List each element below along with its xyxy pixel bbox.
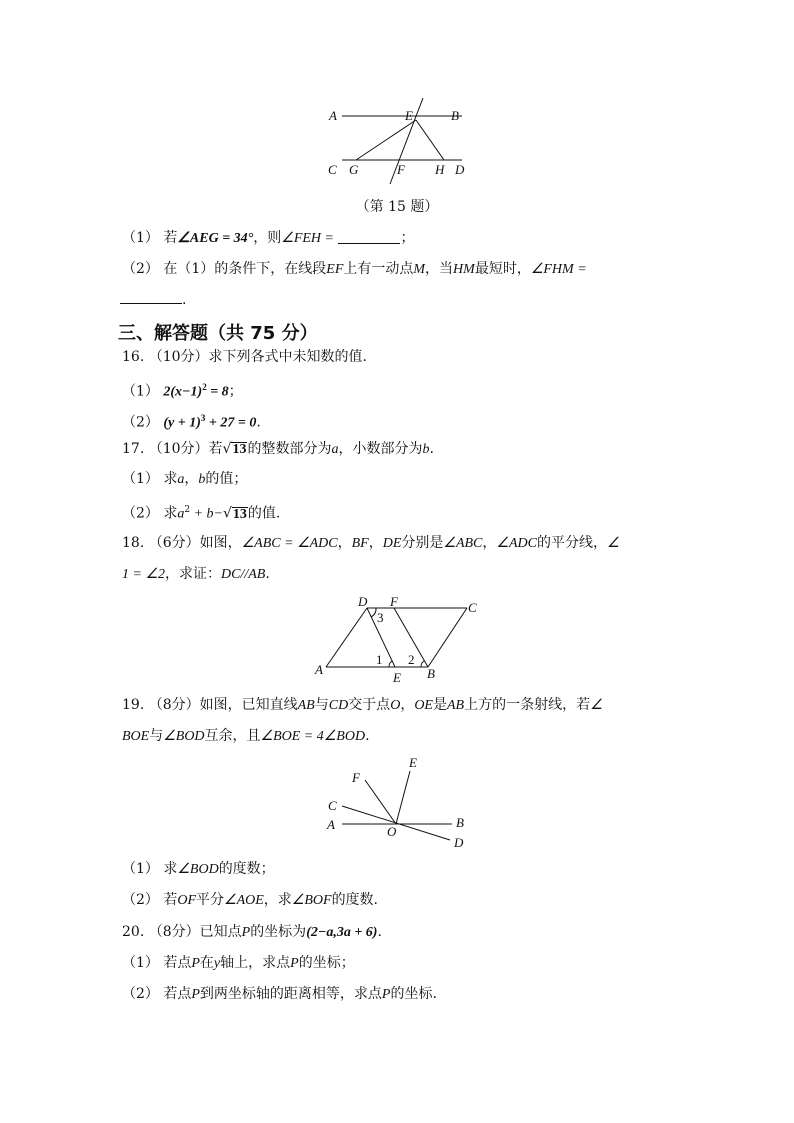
- q18-stem-line2: 1 = ∠2，求证：DC//AB.: [122, 566, 270, 582]
- segment-ad: [326, 608, 367, 667]
- angle-mark-2: [421, 661, 424, 667]
- label-d: D: [455, 162, 465, 177]
- segment-bc: [428, 608, 467, 667]
- label-2: 2: [408, 652, 415, 667]
- label-b: B: [451, 108, 459, 123]
- label-a: A: [315, 662, 323, 677]
- sqrt-symbol: √: [222, 441, 232, 457]
- segment-eh: [416, 120, 444, 160]
- label-c: C: [328, 162, 337, 177]
- figure-caption-q15: （第 15 题）: [355, 199, 439, 215]
- q15-part2-continued: .: [120, 289, 186, 310]
- label-o: O: [387, 824, 397, 839]
- label-a: A: [329, 108, 337, 123]
- answer-blank[interactable]: [120, 289, 182, 304]
- ray-oe: [396, 771, 410, 824]
- label-1: 1: [376, 652, 383, 667]
- label-e: E: [409, 755, 417, 770]
- figure-q15: [320, 92, 480, 192]
- q16-part2: （2） $(y + 1)^3 + 27 = 0$.: [122, 413, 261, 431]
- q16-part1: （1） $2(x-1)^2 = 8$；: [122, 382, 243, 400]
- label-h: H: [435, 162, 445, 177]
- q19-part1: （1） 求∠BOD的度数；: [122, 861, 275, 877]
- label-c: C: [468, 600, 477, 615]
- figure-q18: [310, 592, 490, 686]
- label-d: D: [358, 594, 368, 609]
- label-f: F: [352, 770, 360, 785]
- q20-part2: （2） 若点P到两坐标轴的距离相等，求点P的坐标.: [122, 986, 437, 1002]
- label-f: F: [390, 594, 398, 609]
- label-d: D: [454, 835, 464, 850]
- label-3: 3: [377, 610, 384, 625]
- label-a: A: [327, 817, 335, 832]
- q19-stem-line2: BOE与∠BOD互余，且∠BOE = 4∠BOD.: [122, 728, 370, 744]
- label-b: B: [456, 815, 464, 830]
- q15-part2: （2） 在（1）的条件下，在线段EF上有一动点M，当HM最短时，∠FHM =: [122, 261, 587, 277]
- q19-stem-line1: 19. （8分）如图，已知直线AB与CD交于点O，OE是AB上方的一条射线，若∠: [122, 697, 603, 713]
- angle-mark-3: [371, 608, 376, 617]
- q17-stem: 17. （10分）若√13的整数部分为a，小数部分为b.: [122, 441, 434, 457]
- q16-stem: 16. （10分）求下列各式中未知数的值.: [122, 349, 367, 365]
- ray-of: [365, 780, 396, 824]
- q20-stem: 20. （8分）已知点P的坐标为(2−a,3a + 6).: [122, 924, 382, 940]
- angle-mark-1: [389, 661, 392, 667]
- q17-part1: （1） 求a，b的值；: [122, 471, 248, 487]
- label-c: C: [328, 798, 337, 813]
- label-b: B: [427, 666, 435, 681]
- sqrt-symbol: √: [223, 505, 232, 522]
- q19-part2: （2） 若OF平分∠AOE，求∠BOF的度数.: [122, 892, 379, 908]
- label-e: E: [405, 108, 413, 123]
- answer-blank[interactable]: [338, 229, 400, 244]
- q20-part1: （1） 若点P在y轴上，求点P的坐标；: [122, 955, 355, 971]
- section-title: 三、解答题（共 75 分）: [118, 323, 318, 344]
- q17-part2: （2） 求$a^2 + b-√13$的值.: [122, 505, 281, 522]
- label-e: E: [393, 670, 401, 685]
- figure-q19: [320, 754, 480, 854]
- q18-stem-line1: 18. （6分）如图，∠ABC = ∠ADC，BF，DE分别是∠ABC，∠ADC的平分线，∠: [122, 535, 620, 551]
- label-f: F: [397, 162, 405, 177]
- q15-part1: （1） 若∠AEG = 34°，则∠FEH = ；: [122, 230, 415, 246]
- label-g: G: [349, 162, 359, 177]
